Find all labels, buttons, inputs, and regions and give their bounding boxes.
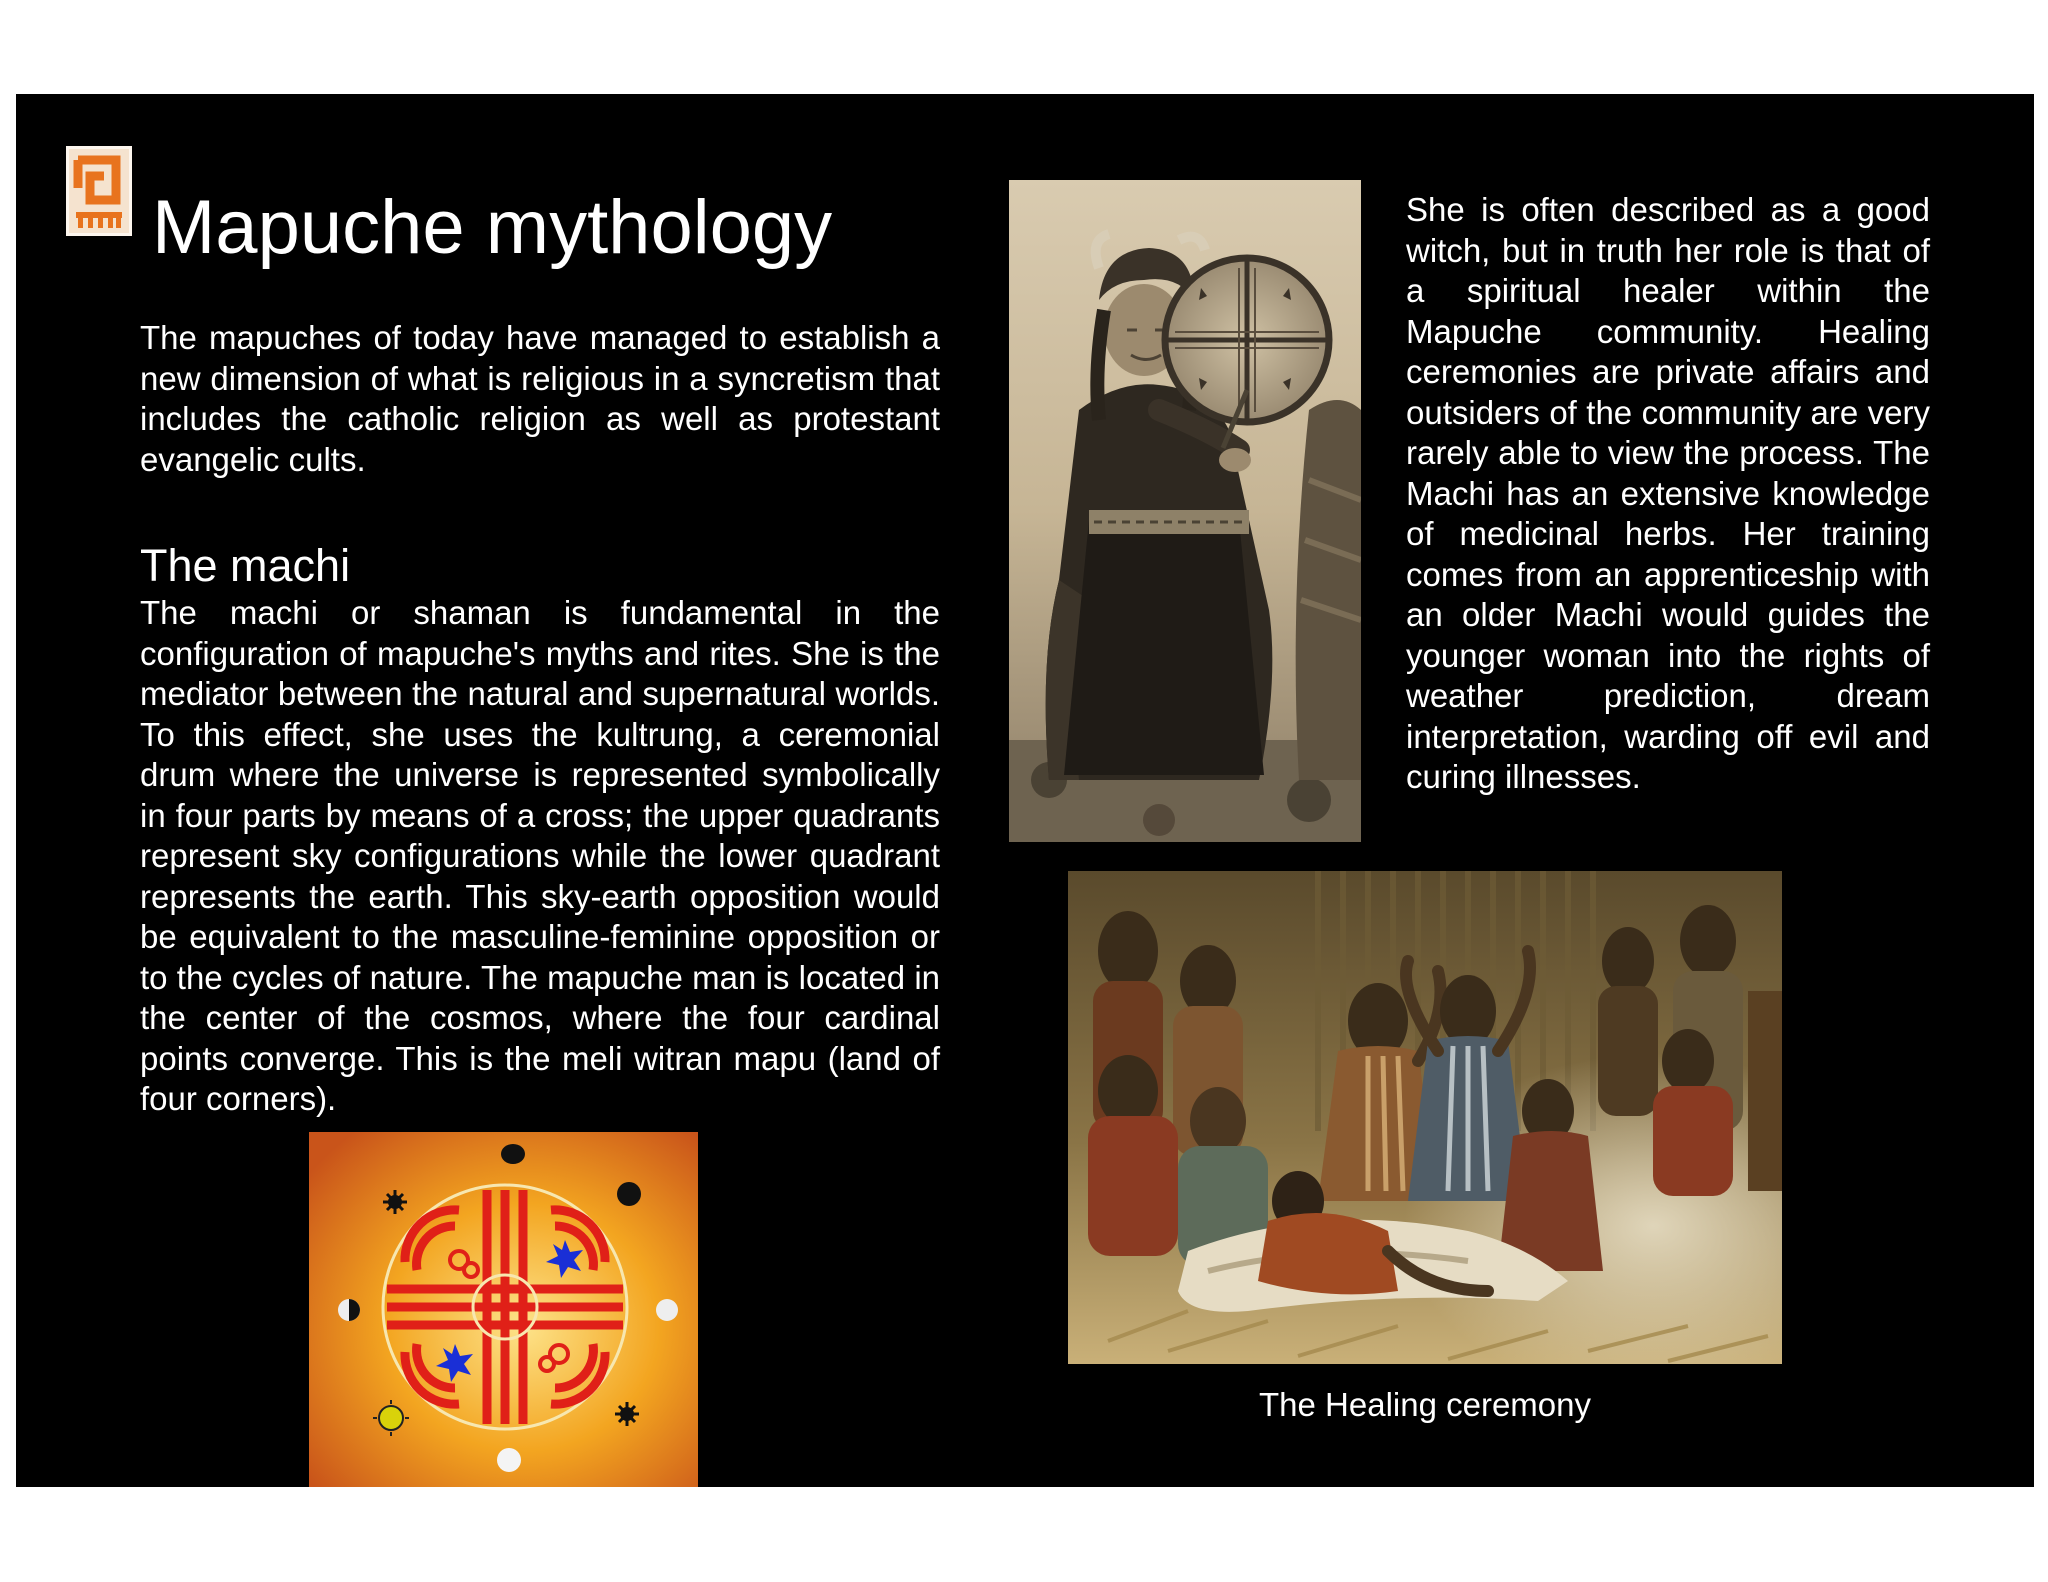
kultrung-image [309,1132,698,1487]
machi-description: She is often described as a good witch, but in truth her role is that of a spiritual healer within the Mapuche community. Healing ceremonies are private affairs and outsiders of the community are very rarely able to view the process. The Machi has an extensive knowledge of medicinal herbs. Her training comes from an apprenticeship with an older Machi would guides the younger woman into the rights of weather prediction, dream interpretation, warding off evil and curing illnesses. [1406,191,1930,795]
slide-title: Mapuche mythology [152,185,833,270]
machi-heading: The machi [140,540,351,591]
logo-icon [66,146,132,236]
intro-paragraph: The mapuches of today have managed to establish a new dimension of what is religious in a syncretism that includes the catholic religion as well as protestant evangelic cults. [140,319,940,478]
machi-paragraph: The machi or shaman is fundamental in the configuration of mapuche's myths and rites. She is the mediator between the natural and supernatural worlds. To this effect, she uses the kultrung, a ceremonial drum where the universe is represented symbolically in four parts by means of a cross; the upper quadrants represent sky configurations while the lower quadrant represents the earth. This sky-earth opposition would be equivalent to the masculine-feminine opposition or to the cycles of nature. The mapuche man is located in the center of the cosmos, where the four cardinal points converge. This is the meli witran mapu (land of four corners). [140,594,940,1117]
painting-caption: The Healing ceremony [1259,1386,1591,1423]
machi-photo [1009,180,1361,842]
healing-ceremony-painting [1068,871,1782,1364]
